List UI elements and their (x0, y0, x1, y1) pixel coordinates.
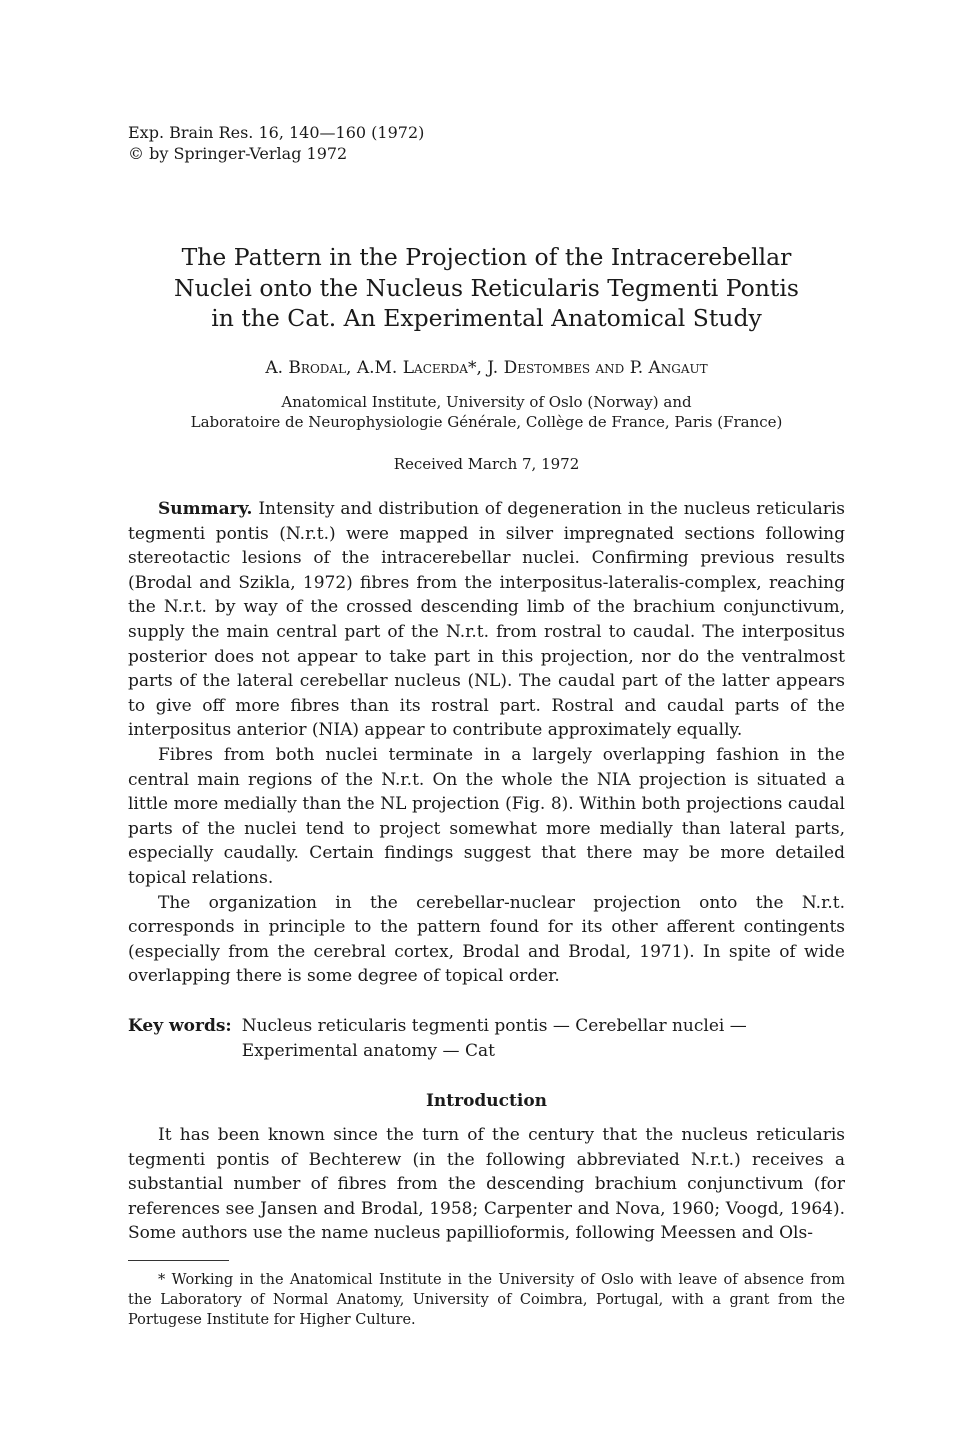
keywords-label: Key words: (128, 1016, 232, 1036)
title-line: The Pattern in the Projection of the Intracerebellar (181, 243, 792, 271)
received-date: Received March 7, 1972 (393, 455, 580, 473)
affiliation-line: Laboratoire de Neurophysiologie Générale, Collège de France, Paris (France) (190, 413, 783, 431)
journal-citation: Exp. Brain Res. 16, 140—160 (1972) (128, 123, 425, 142)
keywords-text: Nucleus reticularis tegmenti pontis — Cerebellar nuclei — Experimental anatomy — Cat (241, 1016, 747, 1061)
footnote-rule (128, 1260, 229, 1261)
author-list: A. Brodal, A.M. Lacerda*, J. Destombes and P. Angaut (265, 358, 708, 378)
summary-section (128, 497, 845, 989)
title-line: in the Cat. An Experimental Anatomical Study (211, 304, 762, 332)
summary-paragraph: The organization in the cerebellar-nuclear projection onto the N.r.t. corresponds in principle to the pattern found for its other afferent contingents (especially from the cerebral cortex, Brodal and Brodal, 1971). In spite of wide overlapping there is some degree of topical order. (128, 892, 845, 987)
introduction-section (128, 1123, 845, 1246)
section-heading: Introduction (425, 1091, 548, 1111)
copyright-notice: © by Springer-Verlag 1972 (128, 144, 348, 163)
paper-title (128, 242, 845, 334)
journal-header (128, 122, 424, 164)
summary-paragraph: Fibres from both nuclei terminate in a largely overlapping fashion in the central main regions of the N.r.t. On the whole the NIA projection is situated a little more medially than the NL projection (Fig. 8). Within both projections caudal parts of the nuclei tend to project somewhat more medially than lateral parts, especially caudally. Certain findings suggest that there may be more detailed topical relations. (128, 744, 845, 888)
summary-label: Summary. (158, 499, 253, 519)
footnote: * Working in the Anatomical Institute in the University of Oslo with leave of absence from the Laboratory of Normal Anatomy, University of Coimbra, Portugal, with a grant from the Portugese Institute for Higher Culture. (128, 1272, 845, 1328)
keywords (128, 1014, 845, 1063)
affiliation (128, 392, 845, 432)
affiliation-line: Anatomical Institute, University of Oslo (Norway) and (281, 393, 692, 411)
summary-paragraph (128, 497, 845, 743)
title-line: Nuclei onto the Nucleus Reticularis Tegmenti Pontis (174, 273, 799, 302)
summary-text: Intensity and distribution of degeneration in the nucleus reticularis tegmenti pontis (N.r.t.) were mapped in silver impregnated sections following stereotactic lesions of the intracerebellar nuclei. Confirming previous results (Brodal and Szikla, 1972) fibres from the interpositus-lateralis-complex, reaching the N.r.t. by way of the crossed descending limb of the brachium conjunctivum, supply the main central part of the N.r.t. from rostral to caudal. The interpositus posterior does not appear to take part in this projection, nor do the ventralmost parts of the lateral cerebellar nucleus (NL). The caudal part of the latter appears to give off more fibres than its rostral part. Rostral and caudal parts of the interpositus anterior (NIA) appear to contribute approximately equally. (128, 499, 846, 741)
introduction-paragraph: It has been known since the turn of the century that the nucleus reticularis tegmenti pontis of Bechterew (in the following abbreviated N.r.t.) receives a substantial number of fibres from the descending brachium conjunctivum (for references see Jansen and Brodal, 1958; Carpenter and Nova, 1960; Voogd, 1964). Some authors use the name nucleus papillioformis, following Meessen and Ols- (128, 1125, 845, 1244)
